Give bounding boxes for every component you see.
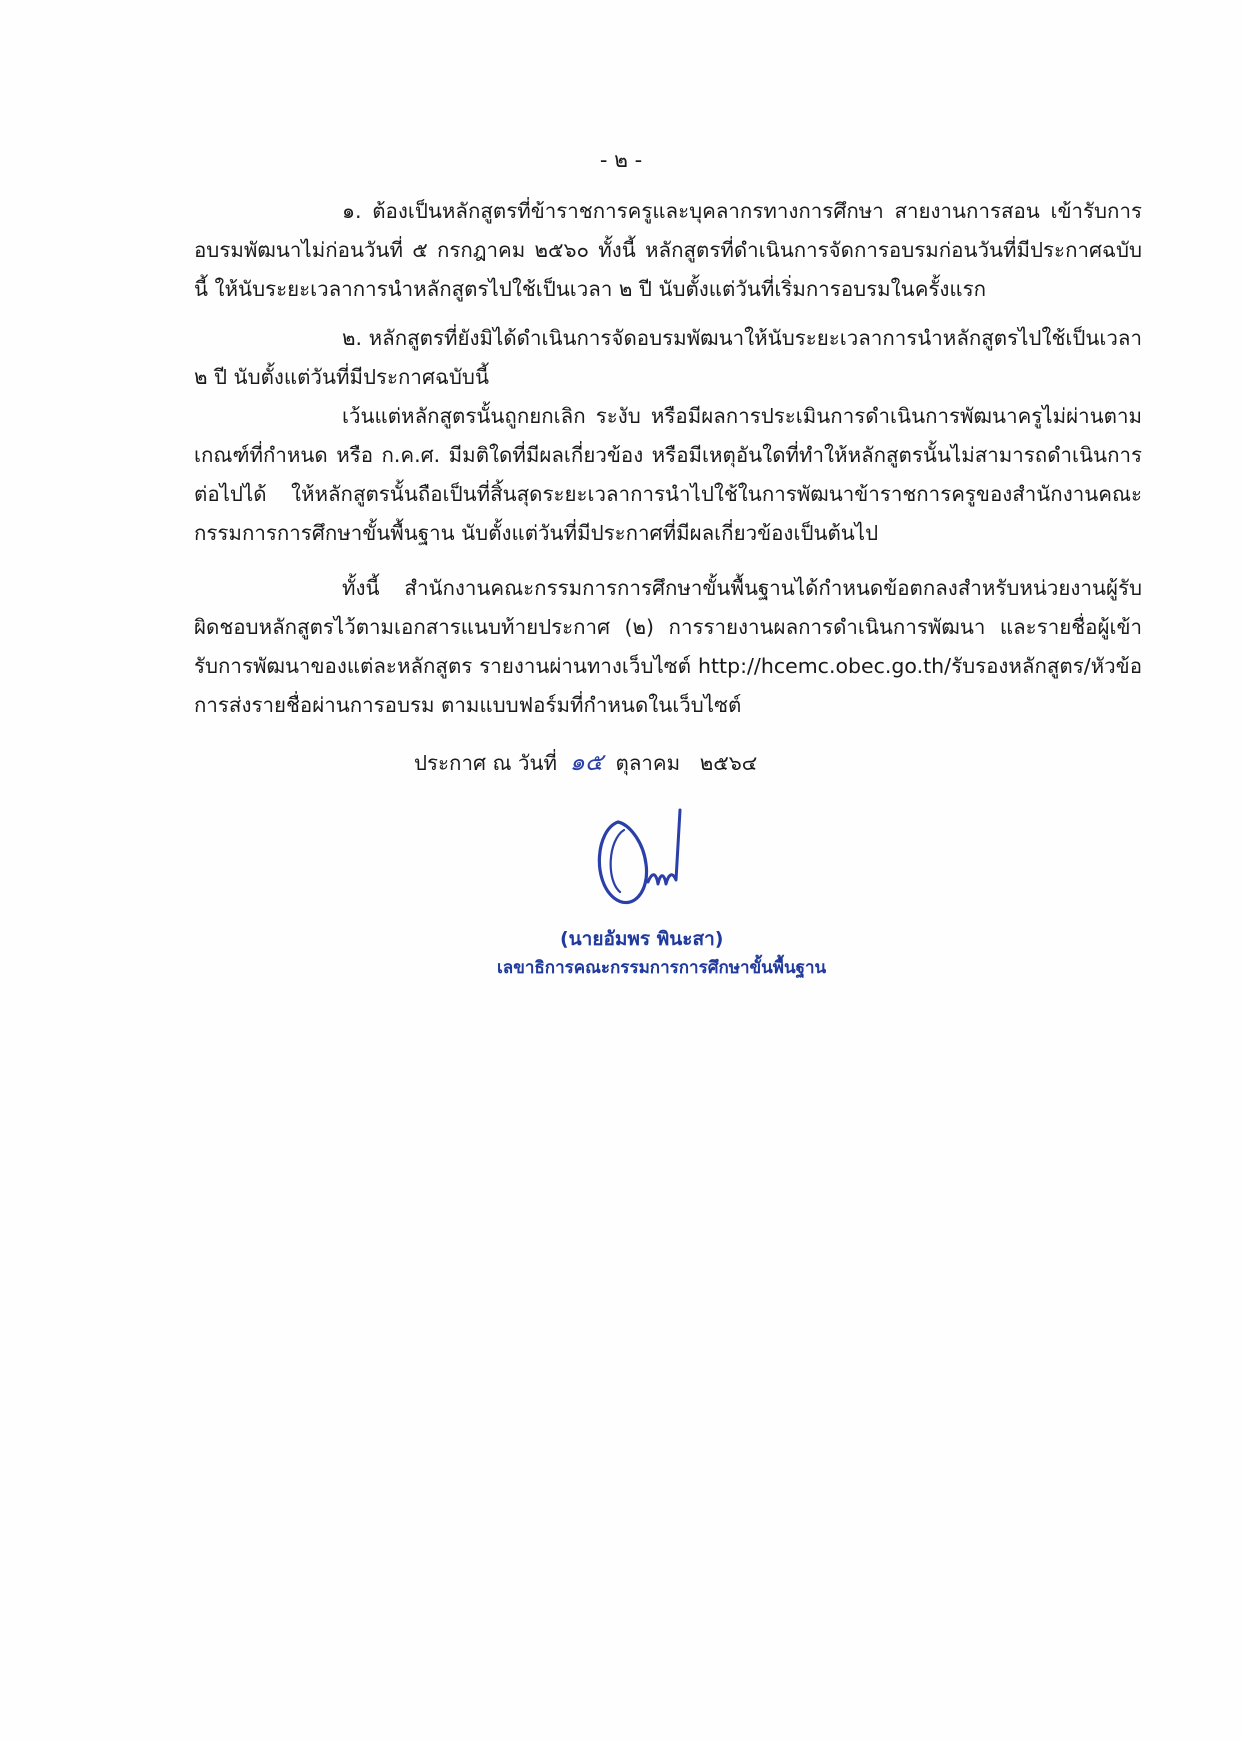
paragraph-exception: เว้นแต่หลักสูตรนั้นถูกยกเลิก ระงับ หรือมีผลการประเมินการดำเนินการพัฒนาครูไม่ผ่านตามเกณฑ์ที่กำหนด หรือ ก.ค.ศ. มีมติใดที่มีผลเกี่ยวข้อง หรือมีเหตุอันใดที่ทำให้หลักสูตรนั้นไม่สามารถดำเนินการต่อไปได้ ให้หลักสูตรนั้นถือเป็นที่สิ้นสุดระยะเวลาการนำไปใช้ในการพัฒนาข้าราชการครูของสำนักงานคณะกรรมการการศึกษาขั้นพื้นฐาน นับตั้งแต่วันที่มีประกาศที่มีผลเกี่ยวข้องเป็นต้นไป [194, 404, 1142, 545]
page-number: - ๒ - [599, 148, 643, 172]
paragraph-clause-1: ๑. ต้องเป็นหลักสูตรที่ข้าราชการครูและบุคลากรทางการศึกษา สายงานการสอน เข้ารับการอบรมพัฒนาไม่ก่อนวันที่ ๕ กรกฎาคม ๒๕๖๐ ทั้งนี้ หลักสูตรที่ดำเนินการจัดการอบรมก่อนวันที่มีประกาศฉบับนี้ ให้นับระยะเวลาการนำหลักสูตรไปใช้เป็นเวลา ๒ ปี นับตั้งแต่วันที่เริ่มการอบรมในครั้งแรก [194, 199, 1142, 301]
date-year: ๒๕๖๔ [699, 751, 758, 775]
signer-title: เลขาธิการคณะกรรมการการศึกษาขั้นพื้นฐาน [497, 958, 827, 978]
paragraph-clause-2: ๒. หลักสูตรที่ยังมิได้ดำเนินการจัดอบรมพัฒนาให้นับระยะเวลาการนำหลักสูตรไปใช้เป็นเวลา ๒ ปี นับตั้งแต่วันที่มีประกาศฉบับนี้ [194, 326, 1142, 389]
date-day-handwritten: ๑๕ [569, 748, 603, 776]
signature-graphic [588, 800, 708, 920]
date-prefix: ประกาศ ณ วันที่ [414, 751, 558, 775]
announcement-date [414, 742, 757, 781]
signer-name: (นายอัมพร พินะสา) [560, 928, 724, 950]
paragraph-reporting: ทั้งนี้ สำนักงานคณะกรรมการการศึกษาขั้นพื้นฐานได้กำหนดข้อตกลงสำหรับหน่วยงานผู้รับผิดชอบหลักสูตรไว้ตามเอกสารแนบท้ายประกาศ (๒) การรายงานผลการดำเนินการพัฒนา และรายชื่อผู้เข้ารับการพัฒนาของแต่ละหลักสูตร รายงานผ่านทางเว็บไซต์ http://hcemc.obec.go.th/รับรองหลักสูตร/หัวข้อการส่งรายชื่อผ่านการอบรม ตามแบบฟอร์มที่กำหนดในเว็บไซต์ [194, 576, 1142, 717]
document-body [194, 192, 1142, 725]
date-month: ตุลาคม [615, 751, 681, 775]
